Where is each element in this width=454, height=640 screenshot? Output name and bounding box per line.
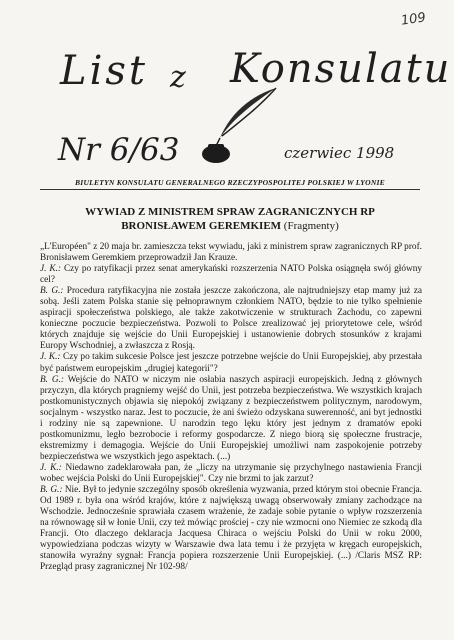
paragraph-text: Procedura ratyfikacyjna nie została jeszcze zakończona, ale najtrudniejszy etap mamy już za sobą. Jeśli zatem Polska stanie się pełnoprawnym członkiem NATO, będzie to nie tylko spełnienie aspiracji społeczeństwa polskiego, ale także zakotwiczenie w strukturach Zachodu, co zapewni konieczne poczucie bezpieczeństwa. Pozwoli to Polsce zrealizować jej priorytetowe cele, wśród których znajduje się wejście do Unii Europejskiej i ustanowienie dobrych stosunków z krajami Europy Wschodniej, a zwłaszcza z Rosją. <box>40 286 422 352</box>
masthead-word-z: z <box>170 60 189 95</box>
paragraph-text: Wejście do NATO w niczym nie osłabia naszych aspiracji europejskich. Jedną z głównych przyczyn, dla których pragniemy wejść do Unii, jest potrzeba bezpieczeństwa. We wszystkich krajach postkomunistycznych objawia się niepokój związany z bezpieczeństwem politycznym, narodowym, socjalnym - wszystko naraz. Jest to poczucie, że ani świeżo odzyskana suwerenność, ani byt jednostki i rodziny nie są zapewnione. U narodzin tego lęku który jest jednym z dramatów epoki postkomunizmu, legło bezrobocie i reformy gospodarcze. Z niego biorą się społeczne frustracje, ekstremizmy i demagogia. Wejście do Unii Europejskiej umożliwi nam zaspokojenie potrzeby bezpieczeństwa we wszystkich jego aspektach. (...) <box>40 374 422 462</box>
headline-fragment-note: (Fragmenty) <box>283 220 339 232</box>
paragraph-text: Nie. Był to jedynie szczególny sposób określenia wyzwania, przed którym stoi obecnie Francja. Od 1989 r. była ona wśród krajów, które z największą uwagą obserwowały zmiany zachodzące na Wschodzie. Jednocześnie sprawiała czasem wrażenie, że zadaje sobie pytanie o wpływ rozszerzenia na równowagę sił w łonie Unii, czy też mówiąc prościej - czy nie wzmocni ono Niemiec ze szkodą dla Francji. Oto dlaczego deklaracja Jacquesa Chiraca o wejściu Polski do Unii w roku 2000, wypowiedziana podczas wizyty w Warszawie dwa lata temu i że przyjęta w kręgach europejskich, stanowiła wyraźny sygnał: Francja popiera rozszerzenie Unii Europejskiej. (...) /Claris MSZ RP: Przegląd prasy zagranicznej Nr 102-98/ <box>40 485 423 573</box>
headline-line-2 <box>40 219 420 233</box>
headline-name: BRONISŁAWEM GEREMKIEM <box>121 220 282 232</box>
speaker-label: B. G.: <box>40 374 64 385</box>
handwritten-page-number: 109 <box>400 10 427 29</box>
paragraph <box>40 286 422 352</box>
paragraph <box>40 375 422 463</box>
paragraph <box>40 242 422 264</box>
bulletin-subtitle: BIULETYN KONSULATU GENERALNEGO RZECZYPOSPOLITEJ POLSKIEJ W LYONIE <box>75 178 385 187</box>
speaker-label: B. G.: <box>40 286 64 297</box>
paragraph-text: Czy po ratyfikacji przez senat amerykański rozszerzenia NATO Polska osiągnęła swój główny cel? <box>40 264 422 286</box>
headline-line-1: WYWIAD Z MINISTREM SPRAW ZAGRANICZNYCH RP <box>85 206 375 218</box>
speaker-label: J. K.: <box>40 462 62 473</box>
paragraph <box>40 352 422 374</box>
header-divider <box>40 189 420 190</box>
paragraph <box>40 485 422 573</box>
article-body <box>40 242 422 573</box>
masthead-word-konsulatu: Konsulatu <box>230 46 452 92</box>
speaker-label: B. G.: <box>40 485 63 496</box>
quill-inkwell-icon <box>190 86 280 166</box>
paragraph <box>40 264 422 286</box>
masthead-word-list: List <box>60 48 148 94</box>
issue-number: Nr 6/63 <box>58 132 180 168</box>
issue-date: czerwiec 1998 <box>284 144 395 162</box>
article-headline <box>40 205 420 233</box>
paragraph-text: „L'Européen" z 20 maja br. zamieszcza tekst wywiadu, jaki z ministrem spraw zagranicznych RP prof. Bronisławem Geremkiem przeprowadził Jan Krauze. <box>40 242 422 264</box>
paragraph-text: Czy po takim sukcesie Polsce jest jeszcze potrzebne wejście do Unii Europejskiej, aby przestała być państwem europejskim „drugiej kategorii"? <box>40 352 423 374</box>
speaker-label: J. K.: <box>40 264 62 275</box>
paragraph <box>40 463 422 485</box>
paragraph-text: Niedawno zadeklarowała pan, że „liczy na utrzymanie się przychylnego nastawienia Francji wobec wejścia Polski do Unii Europejskiej". Czy nie brzmi to jak zarzut? <box>40 462 422 484</box>
speaker-label: J. K.: <box>40 352 61 363</box>
